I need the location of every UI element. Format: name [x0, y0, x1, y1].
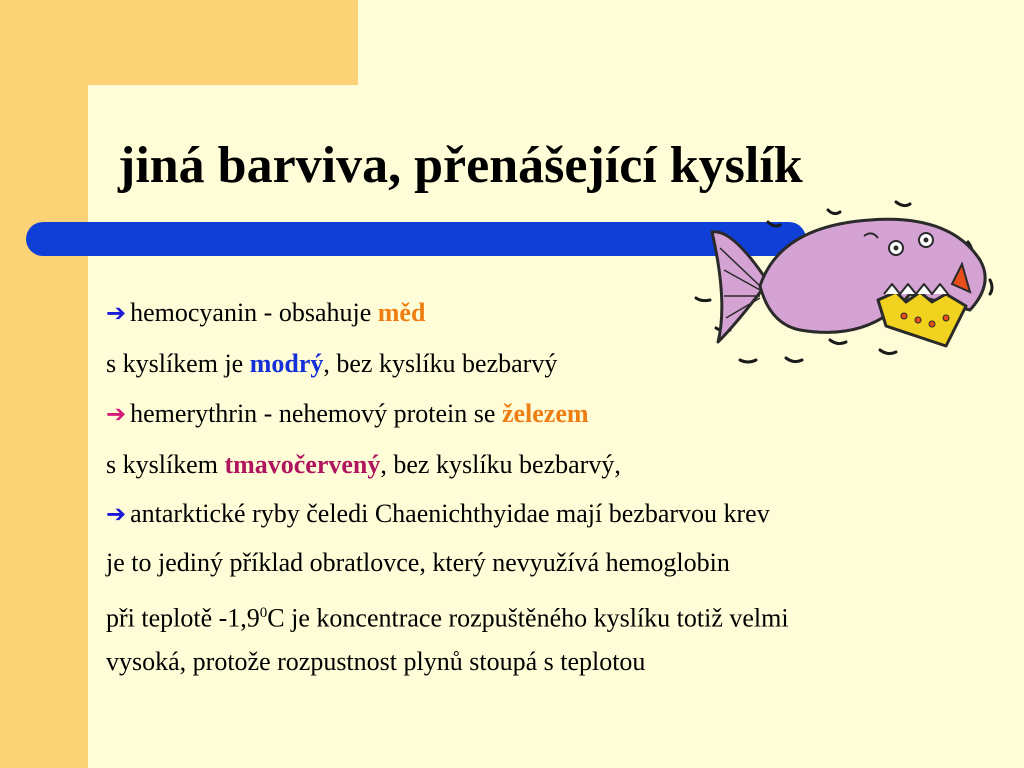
- text-line-4: [106, 448, 621, 482]
- title-underline-bar: [26, 222, 806, 256]
- highlight-word: měd: [377, 298, 426, 327]
- bullet-line-1: [106, 296, 425, 330]
- fish-eating-boat-icon: [690, 200, 1010, 380]
- text-line-7: [106, 596, 789, 636]
- bullet-line-5: [106, 497, 770, 531]
- line-text: při teplotě -1,9: [106, 603, 260, 633]
- line-text: antarktické ryby čeledi Chaenichthyidae mají bezbarvou krev: [130, 499, 770, 528]
- superscript: 0: [259, 605, 268, 621]
- highlight-word: modrý: [249, 349, 324, 378]
- arrow-right-icon: ➔: [106, 500, 127, 528]
- arrow-right-icon: ➔: [106, 400, 127, 428]
- text-line-8: [106, 645, 645, 679]
- line-text: vysoká, protože rozpustnost plynů stoupá s teplotou: [106, 647, 646, 676]
- line-text: s kyslíkem: [106, 450, 225, 479]
- bullet-line-3: [106, 397, 589, 431]
- arrow-right-icon: ➔: [106, 299, 127, 327]
- line-text: s kyslíkem je: [106, 349, 250, 378]
- line-text-end: , bez kyslíku bezbarvý: [323, 349, 558, 378]
- line-text-end: C je koncentrace rozpuštěného kyslíku totiž velmi: [267, 603, 789, 633]
- highlight-word: železem: [501, 399, 589, 428]
- text-line-6: [106, 546, 730, 580]
- line-text-end: , bez kyslíku bezbarvý,: [380, 450, 621, 479]
- text-line-2: [106, 347, 557, 381]
- line-text: hemocyanin - obsahuje: [130, 298, 378, 327]
- slide-title: jiná barviva, přenášející kyslík: [118, 137, 803, 194]
- line-text: hemerythrin - nehemový protein se: [130, 399, 502, 428]
- side-decoration: [0, 0, 88, 768]
- line-text: je to jediný příklad obratlovce, který nevyužívá hemoglobin: [106, 548, 730, 577]
- highlight-word: tmavočervený: [224, 450, 381, 479]
